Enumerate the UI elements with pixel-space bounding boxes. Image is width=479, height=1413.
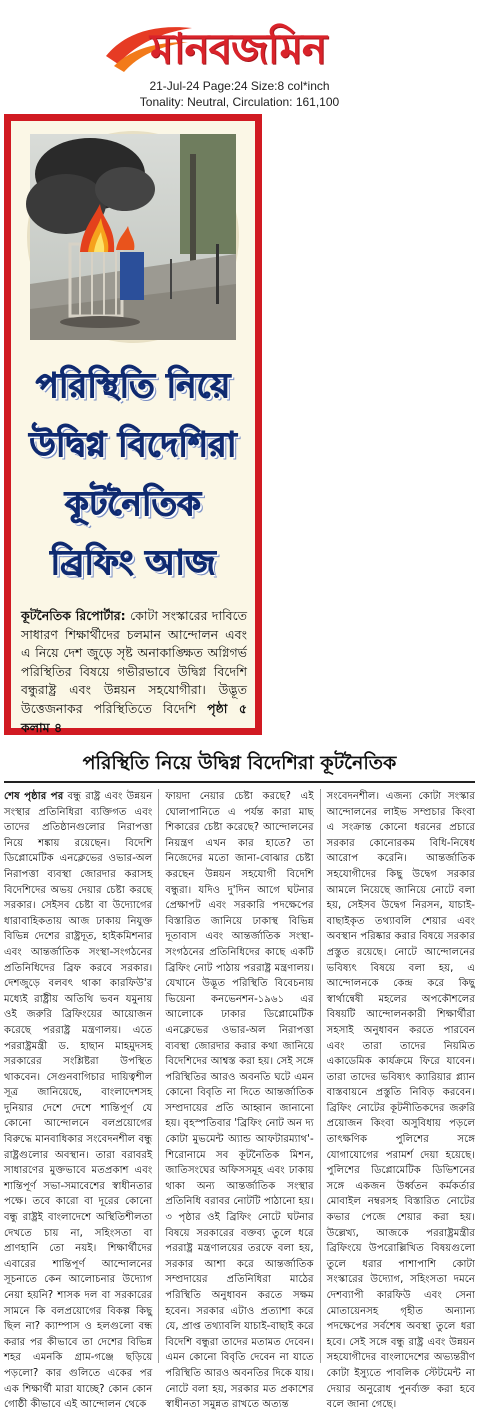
inside-headline: পরিস্থিতি নিয়ে উদ্বিগ্ন বিদেশিরা কূটনৈতিক <box>4 743 475 783</box>
front-story-text: কোটা সংস্কারের দাবিতে সাধারণ শিক্ষার্থীদের চলমান আন্দোলন এবং এ নিয়ে দেশ জুড়ে সৃষ্ট অনাকাঙ্ক্ষিত অগ্নিগর্ভ পরিস্থিতির বিষয়ে গভীরভাবে উদ্বিগ্ন বিদেশি বন্ধুরাষ্ট্র এবং উন্নয়ন সহযোগীরা। উদ্ভূত উত্তেজনাকর পরিস্থিতিতে বিদেশি <box>21 608 248 716</box>
clipping-meta-tonality: Tonality: Neutral, Circulation: 161,100 <box>139 95 340 109</box>
article-columns <box>4 789 475 1411</box>
burning-barrier-photo-icon <box>30 134 236 340</box>
page-jump-reference: পৃষ্ঠা ৫ কলাম ৪ <box>21 700 248 735</box>
logo-wordmark: মানবজমিন <box>150 24 326 73</box>
article-column-3 <box>326 789 475 1411</box>
clipping-meta-date: 21-Jul-24 Page:24 Size:8 col*inch <box>149 79 330 93</box>
front-story-body <box>21 607 247 737</box>
column-2-text: ফায়দা নেয়ার চেষ্টা করছে? এই ঘোলাপানিতে এ পর্যন্ত কারা মাছ শিকারের চেষ্টা করেছে? আন্দোলনের নিয়ন্ত্রণ এখন কার হাতে? তা নিজেদের মতো জানা-বোঝার চেষ্টা করছেন উন্নয়ন সহযোগী বিদেশি বন্ধুরা। যদিও দু'দিন আগে ঘটনার প্রেক্ষাপট এবং সরকারি পদক্ষেপের বিস্তারিত জানিয়ে ঢাকাস্থ বিভিন্ন দূতাবাস এবং আন্তর্জাতিক সংস্থা-সংগঠনের প্রতিনিধিদের কাছে একটি ব্রিফিং নোট পাঠায় পররাষ্ট্র মন্ত্রণালয়। যেখানে উদ্ভূত পরিস্থিতি বিবেচনায় ভিয়েনা কনভেনশন-১৯৬১ এর আলোকে ঢাকার ডিপ্লোমেটিক এনক্লেভের ওভার-অল নিরাপত্তা ব্যবস্থা জোরদার করার কথা জানিয়ে বিদেশিদের আশ্বস্ত করা হয়। সেই সঙ্গে পরিস্থিতির আরও অবনতি ঘটে এমন কোনো বিবৃতি না দিতে আন্তর্জাতিক সম্প্রদায়ের প্রতি আহ্বান জানানো হয়। বৃহস্পতিবার 'ব্রিফিং নোট অন দ্য কোটা মুভমেন্ট অ্যান্ড আফটারম্যাথ'- শিরোনামে সব কূটনৈতিক মিশন, জাতিসংঘের অফিসসমূহ এবং ঢাকায় থাকা অন্য আন্তর্জাতিক সংস্থার প্রতিনিধি বরাবর নোটটি পাঠানো হয়। ৩ পৃষ্ঠার ওই ব্রিফিং নোটে ঘটনার বিষয়ে সরকারের বক্তব্য তুলে ধরে পররাষ্ট্র মন্ত্রণালয়ের তরফে বলা হয়, সরকার আশা করে আন্তর্জাতিক সম্প্রদায়ের প্রতিনিধিরা মাঠের পরিস্থিতি অনুধাবন করতে সক্ষম হবেন। সরকার এটাও প্রত্যাশা করে যে, প্রাপ্ত তথ্যাবলি যাচাই-বাছাই করে বিদেশি বন্ধুরা তাদের মতামত দেবেন। এমন কোনো বিবৃতি দেবেন না যাতে পরিস্থিতি আরও অবনতির দিকে যায়। নোটে বলা হয়, সরকার মত প্রকাশের স্বাধীনতা সমুন্নত রাখতে অত্যন্ত <box>165 791 314 1411</box>
article-column-1 <box>4 789 153 1411</box>
front-headline-line-4: ব্রিফিং আজ <box>50 543 216 583</box>
column-divider <box>158 789 159 1363</box>
article-column-2 <box>165 789 314 1411</box>
column-divider <box>320 789 321 1363</box>
masthead <box>0 0 479 112</box>
front-headline-line-3: কূটনৈতিক <box>65 484 201 524</box>
front-headline <box>11 357 255 593</box>
column-3-text: সংবেদনশীল। এজন্য কোটা সংস্কার আন্দোলনের লাইভ সম্প্রচার কিংবা এ সংক্রান্ত কোনো ধরনের প্রচারে সরকার কোনোরকম বিধি-নিষেধ আরোপ করেনি। আন্তর্জাতিক সহযোগীদের কিছু উদ্বেগ সরকার আমলে নিয়েছে জানিয়ে নোটে বলা হয়, সেইসব উদ্বেগ নিরসন, যাচাই-বাছাইকৃত তথ্যাবলি শেয়ার এবং অবস্থান পরিষ্কার করার বিষয়ে সরকার প্রস্তুত রয়েছে। নোটে আন্দোলনের ভবিষ্যৎ বিষয়ে বলা হয়, এ আন্দোলনকে কেন্দ্র করে কিছু স্বার্থান্বেষী মহলের অপকৌশলের বিষয়টি আন্দোলনকারী শিক্ষার্থীরা সহসাই অনুধাবন করতে পারবেন এবং তারা তাদের নিয়মিত একাডেমিক কার্যক্রমে ফিরে যাবেন। তারা তাদের ভবিষ্যৎ ক্যারিয়ার প্ল্যান বাস্তবায়নে প্রস্তুতি নিবিড় করবেন। ব্রিফিং নোটের কূটনীতিকদের জরুরি প্রয়োজন কিংবা অসুবিধায় পড়লে তাৎক্ষণিক পুলিশের সঙ্গে যোগাযোগের পরামর্শ দেয়া হয়েছে। পুলিশের ডিপ্লোমেটিক ডিভিশনের সঙ্গে একজন উর্ধ্বতন কর্মকর্তার মোবাইল নম্বরসহ বিস্তারিত নোটের কভার পেজে শেয়ার করা হয়। উল্লেখ্য, আজকে পররাষ্ট্রমন্ত্রীর ব্রিফিংয়ে উপরোল্লিখিত বিষয়গুলো তুলে ধরার পাশাপাশি কোটা সংস্কারের উদ্যোগ, সহিংসতা দমনে দেশব্যাপী কারফিউ এবং সেনা মোতায়েনসহ গৃহীত অন্যান্য পদক্ষেপের সর্বশেষ অবস্থা তুলে ধরা হবে। সেই সঙ্গে বন্ধু রাষ্ট্র এবং উন্নয়ন সহযোগীদের বাংলাদেশের অভ্যন্তরীণ কোটা ইস্যুতে পাবলিক স্টেটমেন্ট না দেয়ার অনুরোধ পুনর্ব্যক্ত করা হবে বলে জানা গেছে। <box>326 791 475 1411</box>
news-photo <box>27 131 239 343</box>
front-headline-line-1: পরিস্থিতি নিয়ে <box>35 366 231 406</box>
newspaper-logo <box>104 6 380 76</box>
column-1-text: বন্ধু রাষ্ট্র এবং উন্নয়ন সংস্থার প্রতিনিধিরা ব্যক্তিগত এবং তাদের প্রতিষ্ঠানগুলোর নিরাপত্তা নিয়ে শঙ্কায় রয়েছেন। বিদেশি ডিপ্লোমেটিক এনক্লেভের ওভার-অল নিরাপত্তা ব্যবস্থা জোরদার করাসহ বিদেশিদের অভয় দেয়ার চেষ্টা করছে সরকার। সেইসব চেষ্টা বা উদ্যোগের ধারাবাহিকতায় আজ ঢাকায় নিযুক্ত বিভিন্ন দেশের রাষ্ট্রদূত, হাইকমিশনার এবং আন্তর্জাতিক সংস্থা-সংগঠনের প্রতিনিধিদের ব্রিফ করবে সরকার। দেশজুড়ে বলবৎ থাকা কারফিউ'র মধ্যেই রাষ্ট্রীয় অতিথি ভবন যমুনায় ওই জরুরি ব্রিফিংয়ের আয়োজন করেছে পররাষ্ট্র মন্ত্রণালয়। এতে পররাষ্ট্রমন্ত্রী ড. হাছান মাহমুদসহ সরকারের সংশ্লিষ্টরা উপস্থিত থাকবেন। সেগুনবাগিচার দায়িত্বশীল সূত্র জানিয়েছে, বাংলাদেশসহ দুনিয়ার দেশে দেশে শান্তিপূর্ণ যে কোনো আন্দোলনে বলপ্রয়োগের বিরুদ্ধে মানবাধিকার সংবেদনশীল বন্ধু রাষ্ট্রগুলোর অবস্থান। তারা বরাবরই সাধারণের মুক্তভাবে মতপ্রকাশ এবং শান্তিপূর্ণ সভা-সমাবেশের স্বাধীনতার পক্ষে। তবে কারো বা দূরের কোনো বন্ধু রাষ্ট্রই বাংলাদেশে অস্থিতিশীলতা দেখতে চায় না, সহিংসতা বা প্রাণহানি তো নয়ই। শিক্ষার্থীদের এবারের শান্তিপূর্ণ আন্দোলনের সূচনাতে কেন আলোচনার উদ্যোগ নেয়া হয়নি? শাসক দল বা সরকারের সামনে কি বলপ্রয়োগের বিকল্প কিছু ছিল না? ক্যাম্পাস ও হলগুলো বন্ধ করার পর কীভাবে তা দেশের বিভিন্ন শহর এমনকি গ্রাম-গঞ্জে ছড়িয়ে পড়লো? কার গুলিতে একের পর এক শিক্ষার্থী মারা যাচ্ছে? কোন কোন গোষ্ঠী কীভাবে এই আন্দোলন থেকে <box>4 791 153 1411</box>
front-headline-line-2: উদ্বিগ্ন বিদেশিরা <box>29 425 237 465</box>
front-page-story <box>4 114 262 735</box>
front-story-panel <box>11 121 255 735</box>
continuation-label: শেষ পৃষ্ঠার পর <box>4 791 64 802</box>
reporter-byline: কূটনৈতিক রিপোর্টার: <box>21 608 126 623</box>
